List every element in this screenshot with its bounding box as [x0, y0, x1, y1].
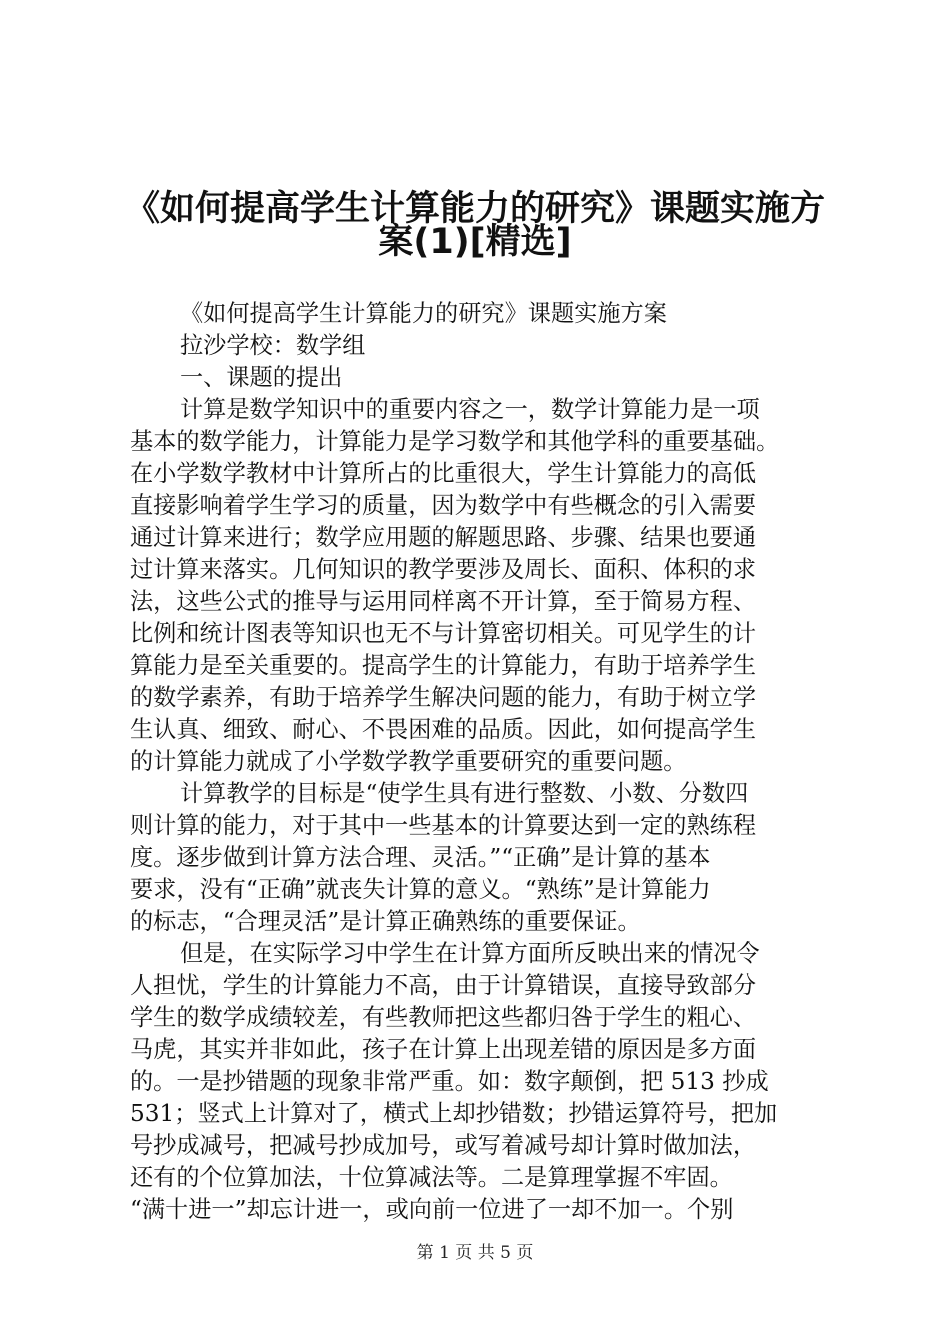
body-text-line: 号抄成减号，把减号抄成加号，或写着减号却计算时做加法， [130, 1132, 757, 1159]
body-text-line: 计算是数学知识中的重要内容之一，数学计算能力是一项 [180, 396, 760, 423]
body-text-line: 计算教学的目标是“使学生具有进行整数、小数、分数四 [180, 780, 749, 807]
body-text-line: 的计算能力就成了小学数学教学重要研究的重要问题。 [130, 748, 687, 775]
body-text-line: 度。逐步做到计算方法合理、灵活。”“正确”是计算的基本 [130, 844, 711, 871]
document-body [130, 298, 830, 1226]
body-text-line: 531；竖式上计算对了，横式上却抄错数；抄错运算符号，把加 [130, 1100, 778, 1127]
body-text-line: 通过计算来进行；数学应用题的解题思路、步骤、结果也要通 [130, 524, 757, 551]
body-text-line: 算能力是至关重要的。提高学生的计算能力，有助于培养学生 [130, 652, 757, 679]
body-text-line: 过计算来落实。几何知识的教学要涉及周长、面积、体积的求 [130, 556, 757, 583]
body-text-line: 学生的数学成绩较差，有些教师把这些都归咎于学生的粗心、 [130, 1004, 757, 1031]
body-text-line: 则计算的能力，对于其中一些基本的计算要达到一定的熟练程 [130, 812, 757, 839]
body-text-line: 但是，在实际学习中学生在计算方面所反映出来的情况令 [180, 940, 760, 967]
page-footer: 第 1 页 共 5 页 [416, 1243, 534, 1263]
body-text-line: 马虎，其实并非如此，孩子在计算上出现差错的原因是多方面 [130, 1036, 757, 1063]
document-title-line-1: 《如何提高学生计算能力的研究》课题实施方 [124, 189, 825, 229]
body-text-line: 在小学数学教材中计算所占的比重很大，学生计算能力的高低 [130, 460, 757, 487]
body-text-line: 的数学素养，有助于培养学生解决问题的能力，有助于树立学 [130, 684, 757, 711]
body-text-line: 生认真、细致、耐心、不畏困难的品质。因此，如何提高学生 [130, 716, 757, 743]
body-text-line: 法，这些公式的推导与运用同样离不开计算，至于简易方程、 [130, 588, 757, 615]
body-text-line: 的。一是抄错题的现象非常严重。如：数字颠倒，把 513 抄成 [130, 1068, 769, 1095]
body-text-line: 的标志，“合理灵活”是计算正确熟练的重要保证。 [130, 908, 641, 935]
body-text-line: 要求，没有“正确”就丧失计算的意义。“熟练”是计算能力 [130, 876, 711, 903]
body-text-line: 一、课题的提出 [180, 364, 343, 391]
body-text-line: 比例和统计图表等知识也无不与计算密切相关。可见学生的计 [130, 620, 757, 647]
body-text-line: “满十进一”却忘计进一，或向前一位进了一却不加一。个别 [130, 1196, 734, 1223]
body-text-line: 《如何提高学生计算能力的研究》课题实施方案 [180, 300, 667, 327]
body-text-line: 基本的数学能力，计算能力是学习数学和其他学科的重要基础。 [130, 428, 780, 455]
document-title-line-2: 案(1)[精选] [378, 222, 572, 262]
body-text-line: 还有的个位算加法，十位算减法等。二是算理掌握不牢固。 [130, 1164, 733, 1191]
body-text-line: 拉沙学校：数学组 [180, 332, 366, 359]
body-text-line: 直接影响着学生学习的质量，因为数学中有些概念的引入需要 [130, 492, 757, 519]
body-text-line: 人担忧，学生的计算能力不高，由于计算错误，直接导致部分 [130, 972, 757, 999]
